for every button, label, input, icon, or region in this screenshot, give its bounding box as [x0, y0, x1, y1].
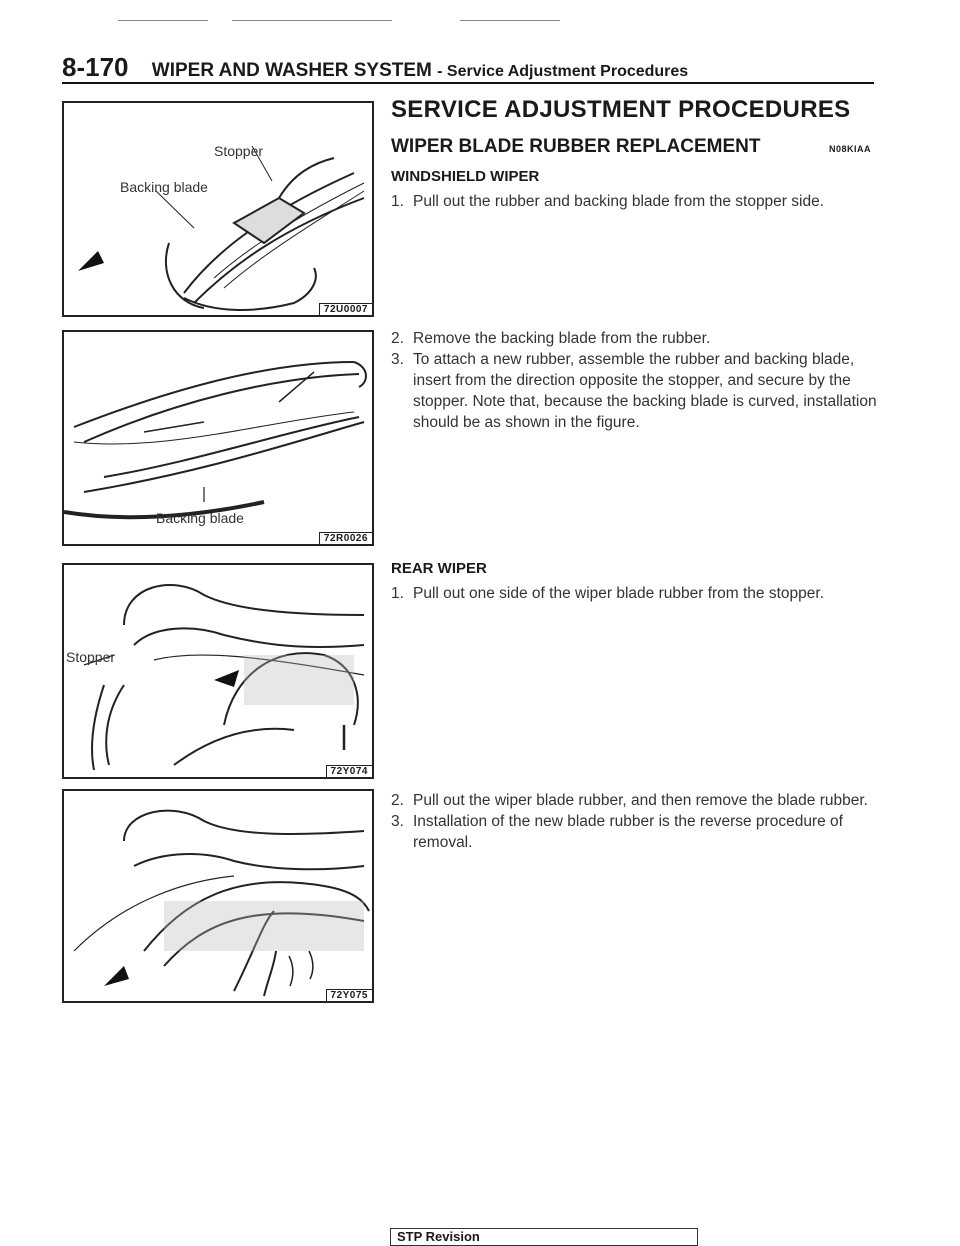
rear-step-3 — [391, 811, 891, 853]
label-backing-blade: Backing blade — [120, 179, 208, 195]
step-number: 2. — [391, 330, 404, 347]
windshield-step-1 — [391, 191, 891, 212]
label-backing-blade: Backing blade — [156, 510, 244, 526]
rear-step-2 — [391, 790, 891, 811]
step-number: 3. — [391, 351, 404, 368]
figure-4-illustration — [64, 791, 372, 1001]
figure-1 — [62, 101, 374, 317]
figure-2 — [62, 330, 374, 546]
figure-4 — [62, 789, 374, 1003]
arrow-icon — [78, 251, 104, 271]
label-stopper: Stopper — [214, 143, 264, 159]
sub-heading — [391, 136, 891, 158]
step-number: 1. — [391, 585, 404, 602]
step-number: 1. — [391, 193, 404, 210]
step-text: Remove the backing blade from the rubber. — [413, 330, 711, 347]
section-title: WIPER AND WASHER SYSTEM — [151, 60, 432, 81]
rear-step-1 — [391, 583, 891, 604]
figure-code: 72Y075 — [326, 989, 372, 1001]
step-text: To attach a new rubber, assemble the rubber and backing blade, insert from the direction opposite the stopper, and secure by the stopper. Note that, because the backing blade is curved, installation should be as shown in the figure. — [413, 351, 877, 431]
figure-3-illustration — [64, 565, 372, 777]
arrow-icon — [104, 966, 129, 986]
step-text: Pull out one side of the wiper blade rubber from the stopper. — [413, 585, 824, 602]
step-text: Pull out the wiper blade rubber, and then remove the blade rubber. — [413, 792, 868, 809]
step-text: Installation of the new blade rubber is the reverse procedure of removal. — [413, 813, 843, 851]
windshield-section — [391, 168, 891, 212]
arrow-icon — [214, 670, 239, 687]
top-rule — [460, 20, 560, 21]
figure-code: 72R0026 — [319, 532, 372, 544]
page-number: 8-170 — [62, 52, 129, 82]
label-stopper: Stopper — [66, 649, 116, 665]
page-header — [62, 52, 874, 84]
figure-code: 72U0007 — [319, 303, 372, 315]
rear-steps-cont — [391, 790, 891, 853]
windshield-steps-cont — [391, 328, 891, 433]
figure-code: 72Y074 — [326, 765, 372, 777]
sub-heading-block — [391, 136, 891, 158]
step-number: 2. — [391, 792, 404, 809]
sub-heading-text: WIPER BLADE RUBBER REPLACEMENT — [391, 136, 761, 157]
step-number: 3. — [391, 813, 404, 830]
rear-section — [391, 560, 891, 604]
top-rule — [232, 20, 392, 21]
subsection-title: - Service Adjustment Procedures — [437, 63, 689, 80]
step-text: Pull out the rubber and backing blade from the stopper side. — [413, 193, 825, 210]
top-rule — [118, 20, 208, 21]
main-heading: SERVICE ADJUSTMENT PROCEDURES — [391, 96, 851, 123]
figure-1-illustration — [64, 103, 372, 315]
windshield-heading: WINDSHIELD WIPER — [391, 168, 540, 185]
sub-heading-code: N08KIAA — [829, 144, 872, 154]
footer-revision: STP Revision — [390, 1228, 698, 1246]
figure-3 — [62, 563, 374, 779]
windshield-step-3 — [391, 349, 891, 433]
windshield-step-2 — [391, 328, 891, 349]
main-heading-block — [391, 96, 891, 124]
rear-heading: REAR WIPER — [391, 560, 487, 577]
